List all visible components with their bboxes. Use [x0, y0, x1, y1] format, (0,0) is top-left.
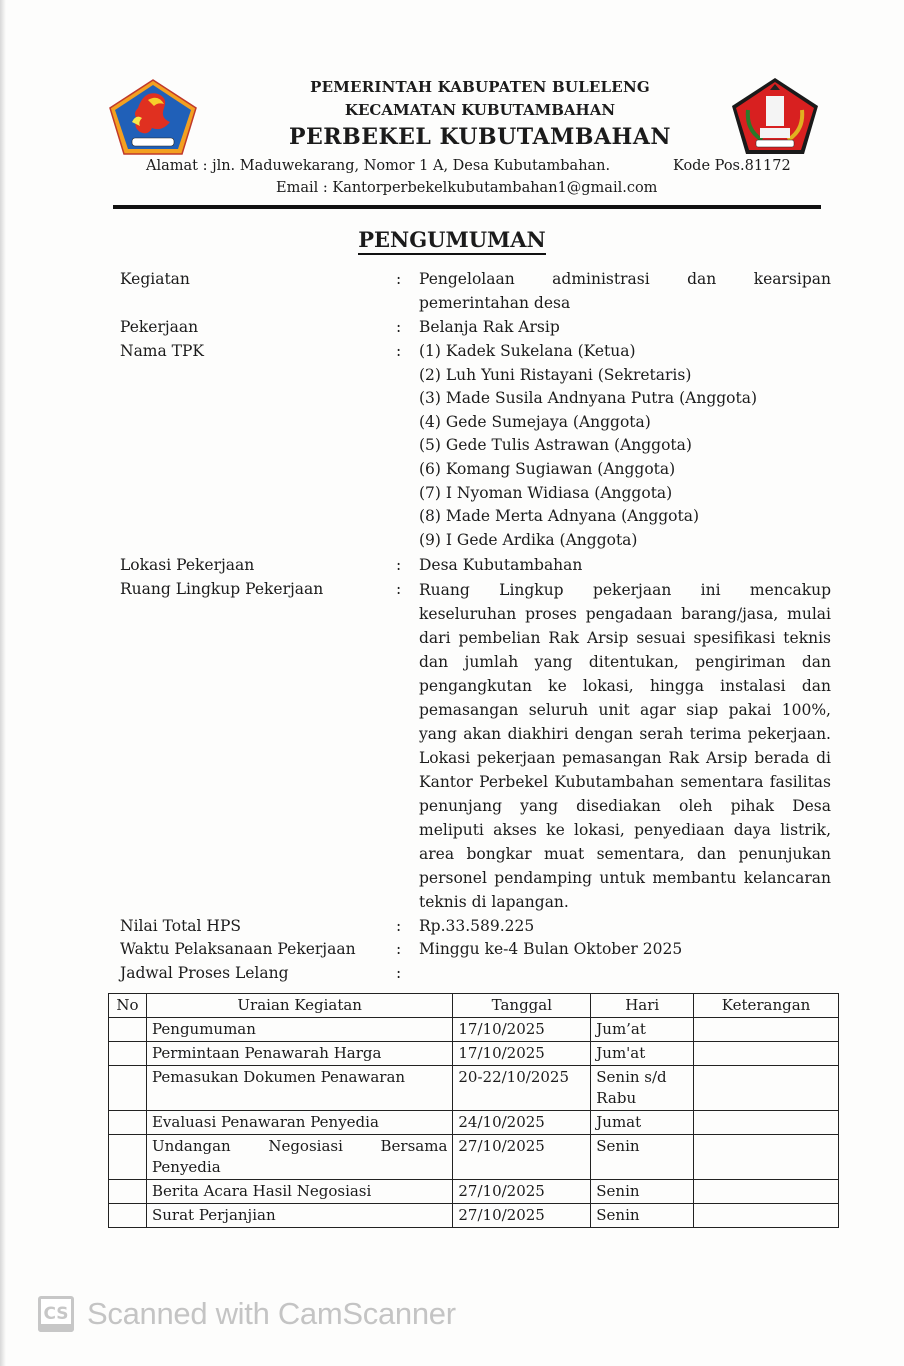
field-label: Lokasi Pekerjaan	[120, 556, 255, 574]
field-value: Rp.33.589.225	[419, 917, 535, 935]
cell-hari: Senin	[591, 1180, 694, 1204]
table-row	[109, 1111, 839, 1135]
tpk-member: (1) Kadek Sukelana (Ketua)	[419, 342, 636, 360]
table-row	[109, 1204, 839, 1228]
header-uraian-kegiatan: Uraian Kegiatan	[146, 994, 452, 1018]
field-colon: :	[396, 318, 402, 336]
tpk-member: (8) Made Merta Adnyana (Anggota)	[419, 507, 700, 526]
kegiatan-value-line1: Pengelolaan administrasi dan kearsipan	[419, 270, 831, 288]
cell-tanggal: 27/10/2025	[453, 1180, 591, 1204]
field-nama-tpk	[120, 340, 832, 555]
cell-no	[109, 1018, 147, 1042]
letterhead-line-district: KECAMATAN KUBUTAMBAHAN	[344, 101, 616, 119]
cell-hari: Jumat	[591, 1111, 694, 1135]
header-keterangan: Keterangan	[694, 994, 839, 1018]
camscanner-watermark	[38, 1296, 456, 1332]
tpk-member-list	[419, 340, 831, 552]
tpk-member: (2) Luh Yuni Ristayani (Sekretaris)	[419, 365, 692, 384]
letterhead-line-office: PERBEKEL KUBUTAMBAHAN	[289, 124, 671, 150]
field-colon: :	[396, 270, 402, 288]
field-value: Belanja Rak Arsip	[419, 318, 560, 336]
tpk-member: (4) Gede Sumejaya (Anggota)	[419, 412, 651, 431]
camscanner-logo-icon	[38, 1296, 74, 1332]
letterhead-divider	[113, 205, 821, 209]
table-row	[109, 1042, 839, 1066]
field-nilai-hps	[120, 915, 832, 939]
field-colon: :	[396, 964, 402, 982]
document-title	[0, 227, 904, 252]
cell-kegiatan: Pengumuman	[146, 1018, 452, 1042]
tpk-member: (3) Made Susila Andnyana Putra (Anggota)	[419, 389, 758, 408]
field-colon: :	[396, 940, 402, 958]
cell-no	[109, 1204, 147, 1228]
cell-hari: Jum'at	[591, 1042, 694, 1066]
tpk-member: (7) I Nyoman Widiasa (Anggota)	[419, 483, 673, 502]
field-colon: :	[396, 917, 402, 935]
field-label: Waktu Pelaksanaan Pekerjaan	[120, 940, 356, 958]
letterhead-email: Email : Kantorperbekelkubutambahan1@gmail.com	[276, 180, 658, 196]
field-label: Jadwal Proses Lelang	[120, 964, 289, 982]
cell-hari: Senin s/d Rabu	[591, 1066, 694, 1111]
cell-kegiatan: Surat Perjanjian	[146, 1204, 452, 1228]
schedule-table	[108, 993, 839, 1228]
cell-kegiatan: Evaluasi Penawaran Penyedia	[146, 1111, 452, 1135]
header-hari: Hari	[591, 994, 694, 1018]
camscanner-watermark-text: Scanned with CamScanner	[87, 1296, 456, 1331]
field-label: Nilai Total HPS	[120, 917, 241, 935]
cell-kegiatan: Pemasukan Dokumen Penawaran	[146, 1066, 452, 1111]
document-title-text: PENGUMUMAN	[358, 227, 546, 255]
field-waktu-pelaksanaan	[120, 938, 832, 962]
cell-keterangan	[694, 1018, 839, 1042]
cell-tanggal: 17/10/2025	[453, 1018, 591, 1042]
field-colon: :	[396, 556, 402, 574]
cell-no	[109, 1135, 147, 1180]
cell-tanggal: 20-22/10/2025	[453, 1066, 591, 1111]
table-row	[109, 1018, 839, 1042]
cell-keterangan	[694, 1066, 839, 1111]
cell-keterangan	[694, 1180, 839, 1204]
letterhead-address: Alamat : jln. Maduwekarang, Nomor 1 A, Desa Kubutambahan.	[146, 158, 611, 174]
cell-kegiatan: Berita Acara Hasil Negosiasi	[146, 1180, 452, 1204]
table-row	[109, 1066, 839, 1111]
cell-hari: Senin	[591, 1135, 694, 1180]
tpk-member: (5) Gede Tulis Astrawan (Anggota)	[419, 436, 692, 455]
field-label: Ruang Lingkup Pekerjaan	[120, 580, 324, 598]
header-no: No	[109, 994, 147, 1018]
cell-keterangan	[694, 1204, 839, 1228]
cell-tanggal: 17/10/2025	[453, 1042, 591, 1066]
cell-no	[109, 1180, 147, 1204]
field-value: Desa Kubutambahan	[419, 556, 583, 574]
field-ruang-lingkup	[120, 578, 832, 914]
cell-tanggal: 27/10/2025	[453, 1204, 591, 1228]
field-label: Pekerjaan	[120, 318, 199, 336]
cell-hari: Senin	[591, 1204, 694, 1228]
field-colon: :	[396, 580, 402, 598]
field-lokasi-pekerjaan	[120, 554, 832, 578]
cell-keterangan	[694, 1042, 839, 1066]
table-row	[109, 1180, 839, 1204]
field-label: Nama TPK	[120, 342, 205, 360]
field-value: Ruang Lingkup pekerjaan ini mencakup keseluruhan proses pengadaan barang/jasa, mulai dari pembelian Rak Arsip sesuai spesifikasi teknis dan jumlah yang ditentukan, pengiriman dan pengangkutan ke lokasi, hingga instalasi dan pemasangan seluruh unit agar siap pakai 100%, yang akan diakhiri dengan serah terima pekerjaan. Lokasi pekerjaan pemasangan Rak Arsip berada di Kantor Perbekel Kubutambahan sementara fasilitas penunjang yang disediakan oleh pihak Desa meliputi akses ke lokasi, penyediaan daya listrik, area bongkar muat sementara, dan penunjukan personel pendamping untuk membantu kelancaran teknis di lapangan.	[419, 581, 831, 911]
letterhead-line-regency: PEMERINTAH KABUPATEN BULELENG	[310, 78, 650, 96]
cell-kegiatan: Permintaan Penawarah Harga	[146, 1042, 452, 1066]
table-row	[109, 1135, 839, 1180]
cell-keterangan	[694, 1111, 839, 1135]
field-pekerjaan	[120, 316, 832, 340]
tpk-member: (9) I Gede Ardika (Anggota)	[419, 530, 638, 549]
cell-no	[109, 1066, 147, 1111]
cell-no	[109, 1111, 147, 1135]
field-kegiatan	[120, 268, 832, 316]
header-tanggal: Tanggal	[453, 994, 591, 1018]
tpk-member: (6) Komang Sugiawan (Anggota)	[419, 459, 676, 478]
field-value: Minggu ke-4 Bulan Oktober 2025	[419, 940, 683, 958]
letterhead-postal-code: Kode Pos.81172	[673, 158, 791, 174]
scan-edge-shadow	[0, 0, 6, 1366]
cell-keterangan	[694, 1135, 839, 1180]
table-header-row	[109, 994, 839, 1018]
camscanner-logo-text: CS	[43, 1304, 69, 1324]
cell-no	[109, 1042, 147, 1066]
kegiatan-value-line2: pemerintahan desa	[419, 293, 571, 312]
cell-kegiatan: Undangan Negosiasi Bersama Penyedia	[146, 1135, 452, 1180]
field-value	[419, 268, 831, 315]
field-jadwal-proses	[120, 962, 832, 986]
cell-hari: Jum’at	[591, 1018, 694, 1042]
field-label: Kegiatan	[120, 270, 190, 288]
cell-tanggal: 24/10/2025	[453, 1111, 591, 1135]
cell-tanggal: 27/10/2025	[453, 1135, 591, 1180]
field-colon: :	[396, 342, 402, 360]
